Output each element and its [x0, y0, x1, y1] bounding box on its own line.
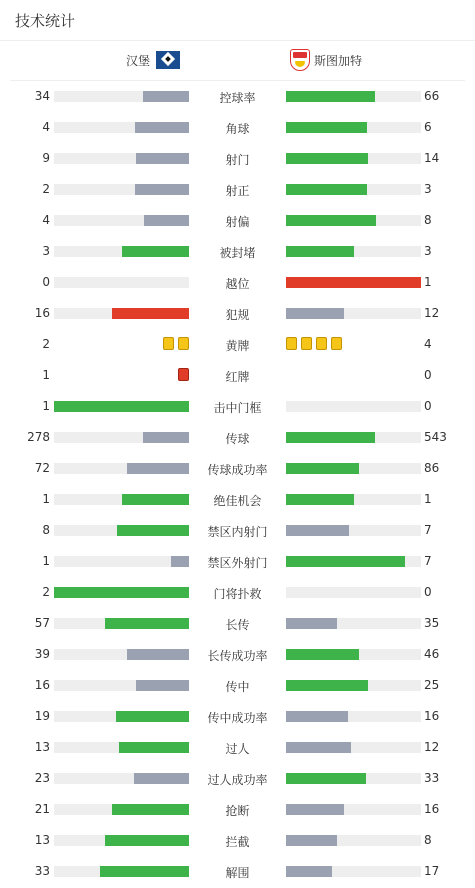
away-bar-track: [286, 122, 421, 133]
away-bar-fill: [286, 246, 354, 257]
home-bar-fill: [144, 215, 189, 226]
home-bar-track: [54, 680, 189, 691]
away-bar-track: [286, 618, 421, 629]
away-bar-fill: [286, 494, 354, 505]
away-value: 16: [424, 802, 440, 816]
away-bar-fill: [286, 773, 366, 784]
home-value: 3: [42, 244, 50, 258]
home-bar-fill: [112, 804, 189, 815]
stat-label: 传球成功率: [207, 463, 268, 477]
home-bar-track: [54, 153, 189, 164]
stat-label: 控球率: [219, 91, 256, 105]
away-bar-track: [286, 711, 421, 722]
away-value: 543: [424, 430, 447, 444]
stat-row: [0, 81, 475, 112]
home-value: 16: [34, 678, 50, 692]
away-value: 8: [424, 213, 432, 227]
home-team-name: 汉堡: [125, 53, 150, 68]
home-bar-track: [54, 494, 189, 505]
away-bar-fill: [286, 649, 359, 660]
stat-label: 角球: [225, 122, 250, 136]
home-bar-fill: [54, 401, 189, 412]
home-team[interactable]: [126, 50, 180, 70]
home-value: 19: [34, 709, 50, 723]
away-bar-fill: [286, 525, 349, 536]
stat-label: 越位: [225, 277, 250, 291]
yellow-card-icon: [316, 337, 327, 350]
away-value: 6: [424, 120, 432, 134]
home-value: 34: [34, 89, 50, 103]
stat-label: 绝佳机会: [213, 494, 262, 508]
away-bar-track: [286, 463, 421, 474]
home-bar-track: [54, 711, 189, 722]
home-bar-track: [54, 122, 189, 133]
away-bar-track: [286, 401, 421, 412]
away-value: 3: [424, 182, 432, 196]
stat-row: [0, 143, 475, 174]
away-bar-track: [286, 525, 421, 536]
home-bar-fill: [122, 494, 190, 505]
away-team[interactable]: [290, 49, 362, 71]
stat-label: 门将扑救: [213, 587, 262, 601]
red-card-icon: [178, 368, 189, 381]
stat-row: [0, 112, 475, 143]
home-bar-track: [54, 246, 189, 257]
away-bar-fill: [286, 835, 337, 846]
home-bar-fill: [116, 711, 189, 722]
stat-row: [0, 546, 475, 577]
home-value: 13: [34, 740, 50, 754]
stat-label: 传中: [225, 680, 250, 694]
home-bar-fill: [136, 680, 189, 691]
away-value: 46: [424, 647, 440, 661]
home-value: 57: [34, 616, 50, 630]
stat-row: [0, 670, 475, 701]
home-bar-fill: [171, 556, 189, 567]
stat-row: [0, 825, 475, 856]
stat-row: [0, 360, 475, 391]
stat-row: [0, 329, 475, 360]
home-bar-fill: [143, 91, 189, 102]
home-value: 21: [34, 802, 50, 816]
home-bar-fill: [127, 649, 189, 660]
teams-row: [10, 40, 465, 81]
stat-row: [0, 701, 475, 732]
away-bar-fill: [286, 804, 344, 815]
stat-row: [0, 205, 475, 236]
home-bar-fill: [105, 835, 189, 846]
home-bar-track: [54, 91, 189, 102]
home-bar-track: [54, 866, 189, 877]
home-value: 33: [34, 864, 50, 878]
home-bar-track: [54, 463, 189, 474]
home-value: 16: [34, 306, 50, 320]
away-value: 35: [424, 616, 440, 630]
stat-row: [0, 763, 475, 794]
stat-label: 解围: [225, 866, 250, 880]
home-value: 1: [42, 368, 50, 382]
home-bar-fill: [105, 618, 189, 629]
away-value: 3: [424, 244, 432, 258]
away-value: 33: [424, 771, 440, 785]
away-bar-track: [286, 866, 421, 877]
home-bar-fill: [127, 463, 189, 474]
away-value: 25: [424, 678, 440, 692]
away-bar-fill: [286, 308, 344, 319]
home-bar-fill: [119, 742, 189, 753]
away-value: 7: [424, 554, 432, 568]
away-value: 17: [424, 864, 440, 878]
stat-row: [0, 422, 475, 453]
away-bar-fill: [286, 680, 368, 691]
away-value: 16: [424, 709, 440, 723]
home-bar-track: [54, 308, 189, 319]
away-bar-track: [286, 215, 421, 226]
home-cards: [178, 368, 189, 381]
away-bar-fill: [286, 184, 367, 195]
home-value: 4: [42, 213, 50, 227]
away-bar-track: [286, 835, 421, 846]
stat-label: 拦截: [225, 835, 250, 849]
stat-label: 射门: [225, 153, 250, 167]
away-bar-fill: [286, 432, 375, 443]
yellow-card-icon: [178, 337, 189, 350]
home-bar-fill: [136, 153, 189, 164]
stat-label: 红牌: [225, 370, 250, 384]
home-bar-fill: [135, 122, 189, 133]
away-bar-track: [286, 804, 421, 815]
home-bar-track: [54, 401, 189, 412]
stat-label: 过人: [225, 742, 250, 756]
stat-row: [0, 856, 475, 887]
away-bar-track: [286, 742, 421, 753]
away-value: 14: [424, 151, 440, 165]
away-bar-fill: [286, 122, 367, 133]
away-bar-fill: [286, 711, 348, 722]
away-value: 66: [424, 89, 440, 103]
stat-row: [0, 484, 475, 515]
away-bar-track: [286, 494, 421, 505]
away-value: 12: [424, 740, 440, 754]
home-bar-fill: [100, 866, 189, 877]
stat-row: [0, 298, 475, 329]
away-bar-track: [286, 587, 421, 598]
home-bar-fill: [122, 246, 190, 257]
away-value: 1: [424, 492, 432, 506]
home-bar-track: [54, 184, 189, 195]
home-value: 2: [42, 182, 50, 196]
home-bar-track: [54, 835, 189, 846]
header: [0, 0, 475, 41]
yellow-card-icon: [286, 337, 297, 350]
home-value: 9: [42, 151, 50, 165]
home-bar-track: [54, 618, 189, 629]
away-bar-fill: [286, 215, 376, 226]
home-value: 2: [42, 585, 50, 599]
stat-row: [0, 515, 475, 546]
away-bar-track: [286, 184, 421, 195]
away-bar-track: [286, 308, 421, 319]
away-value: 12: [424, 306, 440, 320]
home-bar-track: [54, 742, 189, 753]
stat-label: 射偏: [225, 215, 250, 229]
stat-row: [0, 174, 475, 205]
yellow-card-icon: [301, 337, 312, 350]
home-bar-fill: [134, 773, 189, 784]
home-bar-track: [54, 556, 189, 567]
away-bar-fill: [286, 618, 337, 629]
home-bar-track: [54, 649, 189, 660]
home-value: 1: [42, 492, 50, 506]
away-value: 8: [424, 833, 432, 847]
away-bar-track: [286, 277, 421, 288]
stat-row: [0, 236, 475, 267]
home-bar-track: [54, 277, 189, 288]
away-bar-fill: [286, 556, 405, 567]
away-value: 0: [424, 585, 432, 599]
away-value: 7: [424, 523, 432, 537]
stat-label: 禁区内射门: [207, 525, 268, 539]
away-value: 1: [424, 275, 432, 289]
stat-label: 传球: [225, 432, 250, 446]
away-bar-track: [286, 153, 421, 164]
away-bar-track: [286, 649, 421, 660]
stat-label: 犯规: [225, 308, 250, 322]
home-value: 8: [42, 523, 50, 537]
home-team-logo-icon: [156, 51, 180, 69]
away-team-logo-icon: [290, 49, 310, 71]
home-bar-track: [54, 804, 189, 815]
stat-label: 长传成功率: [207, 649, 268, 663]
page-title: 技术统计: [15, 12, 76, 30]
stat-row: [0, 453, 475, 484]
home-bar-fill: [135, 184, 189, 195]
home-bar-track: [54, 587, 189, 598]
away-bar-track: [286, 680, 421, 691]
stat-label: 射正: [225, 184, 250, 198]
home-bar-fill: [54, 587, 189, 598]
stat-label: 禁区外射门: [207, 556, 268, 570]
stat-label: 抢断: [225, 804, 250, 818]
home-value: 0: [42, 275, 50, 289]
stat-row: [0, 577, 475, 608]
away-bar-fill: [286, 742, 351, 753]
home-cards: [163, 337, 189, 350]
home-bar-track: [54, 773, 189, 784]
home-bar-fill: [117, 525, 189, 536]
home-bar-track: [54, 432, 189, 443]
away-bar-track: [286, 556, 421, 567]
stat-label: 黄牌: [225, 339, 250, 353]
away-bar-fill: [286, 463, 359, 474]
away-value: 4: [424, 337, 432, 351]
stat-row: [0, 608, 475, 639]
yellow-card-icon: [331, 337, 342, 350]
stats-list: [0, 81, 475, 887]
away-bar-fill: [286, 153, 368, 164]
home-value: 39: [34, 647, 50, 661]
away-bar-fill: [286, 91, 375, 102]
stat-row: [0, 639, 475, 670]
away-bar-fill: [286, 866, 332, 877]
stat-label: 被封堵: [219, 246, 256, 260]
away-value: 0: [424, 368, 432, 382]
away-cards: [286, 337, 342, 350]
away-bar-track: [286, 432, 421, 443]
away-value: 0: [424, 399, 432, 413]
stat-row: [0, 794, 475, 825]
home-value: 72: [34, 461, 50, 475]
home-value: 1: [42, 399, 50, 413]
home-value: 23: [34, 771, 50, 785]
stat-label: 击中门框: [213, 401, 262, 415]
away-bar-track: [286, 773, 421, 784]
away-bar-track: [286, 246, 421, 257]
home-value: 13: [34, 833, 50, 847]
home-bar-fill: [112, 308, 189, 319]
stat-label: 过人成功率: [207, 773, 268, 787]
stat-row: [0, 732, 475, 763]
home-bar-track: [54, 215, 189, 226]
home-bar-fill: [143, 432, 189, 443]
away-value: 86: [424, 461, 440, 475]
home-value: 278: [27, 430, 50, 444]
away-bar-fill: [286, 277, 421, 288]
stat-row: [0, 267, 475, 298]
stat-label: 传中成功率: [207, 711, 268, 725]
home-value: 1: [42, 554, 50, 568]
stat-label: 长传: [225, 618, 250, 632]
away-bar-track: [286, 91, 421, 102]
stat-row: [0, 391, 475, 422]
home-value: 4: [42, 120, 50, 134]
away-team-name: 斯图加特: [314, 53, 363, 68]
home-value: 2: [42, 337, 50, 351]
yellow-card-icon: [163, 337, 174, 350]
home-bar-track: [54, 525, 189, 536]
